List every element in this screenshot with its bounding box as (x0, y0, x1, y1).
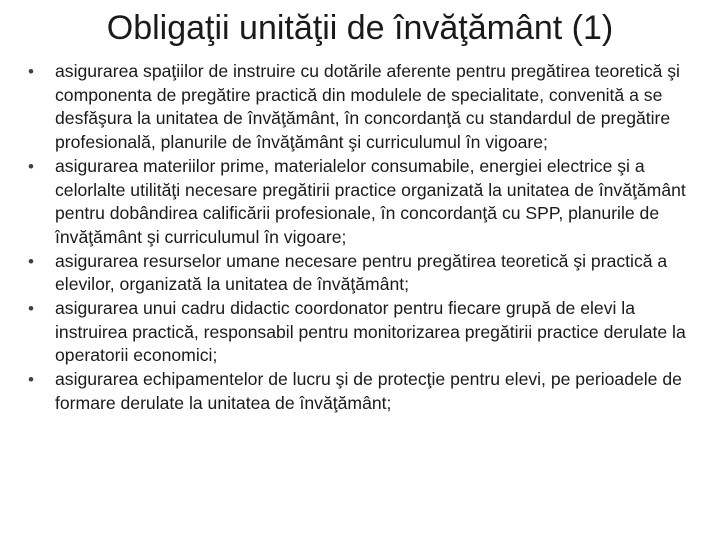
bullet-text: asigurarea materiilor prime, materialelor consumabile, energiei electrice şi a celorlalte utilităţi necesare pregătirii practice organizată la unitatea de învăţământ pentru dobândirea calificării profesionale, în concordanţă cu SPP, planurile de învăţământ şi curriculumul în vigoare; (55, 155, 686, 247)
bullet-text: asigurarea resurselor umane necesare pentru pregătirea teoretică şi practică a elevilor, organizată la unitatea de învăţământ; (55, 250, 668, 295)
list-item (28, 60, 708, 155)
bullet-text: asigurarea unui cadru didactic coordonator pentru fiecare grupă de elevi la instruirea practică, responsabil pentru monitorizarea pregătirii practice derulate la operatorii economici; (55, 298, 686, 366)
bullet-icon: • (28, 370, 34, 390)
list-item (28, 368, 708, 415)
slide-title: Obligaţii unităţii de învăţământ (1) (106, 9, 614, 47)
bullet-list (28, 60, 708, 416)
bullet-text: asigurarea echipamentelor de lucru şi de protecţie pentru elevi, pe perioadele de formare derulate la unitatea de învăţământ; (55, 369, 682, 413)
bullet-icon: • (28, 156, 34, 176)
bullet-icon: • (28, 251, 34, 271)
bullet-icon: • (28, 62, 34, 81)
bullet-icon: • (28, 299, 34, 319)
list-item (28, 250, 708, 297)
list-item (28, 297, 708, 368)
list-item (28, 155, 708, 250)
bullet-text: asigurarea spaţiilor de instruire cu dotările aferente pentru pregătirea teoretică şi componenta de pregătire practică din modulele de specialitate, convenită a se desfăşura la unitatea de învăţământ, în concordanţă cu standardul de pregătire profesională, planurile de învăţământ şi curriculumul în vigoare; (55, 61, 680, 153)
